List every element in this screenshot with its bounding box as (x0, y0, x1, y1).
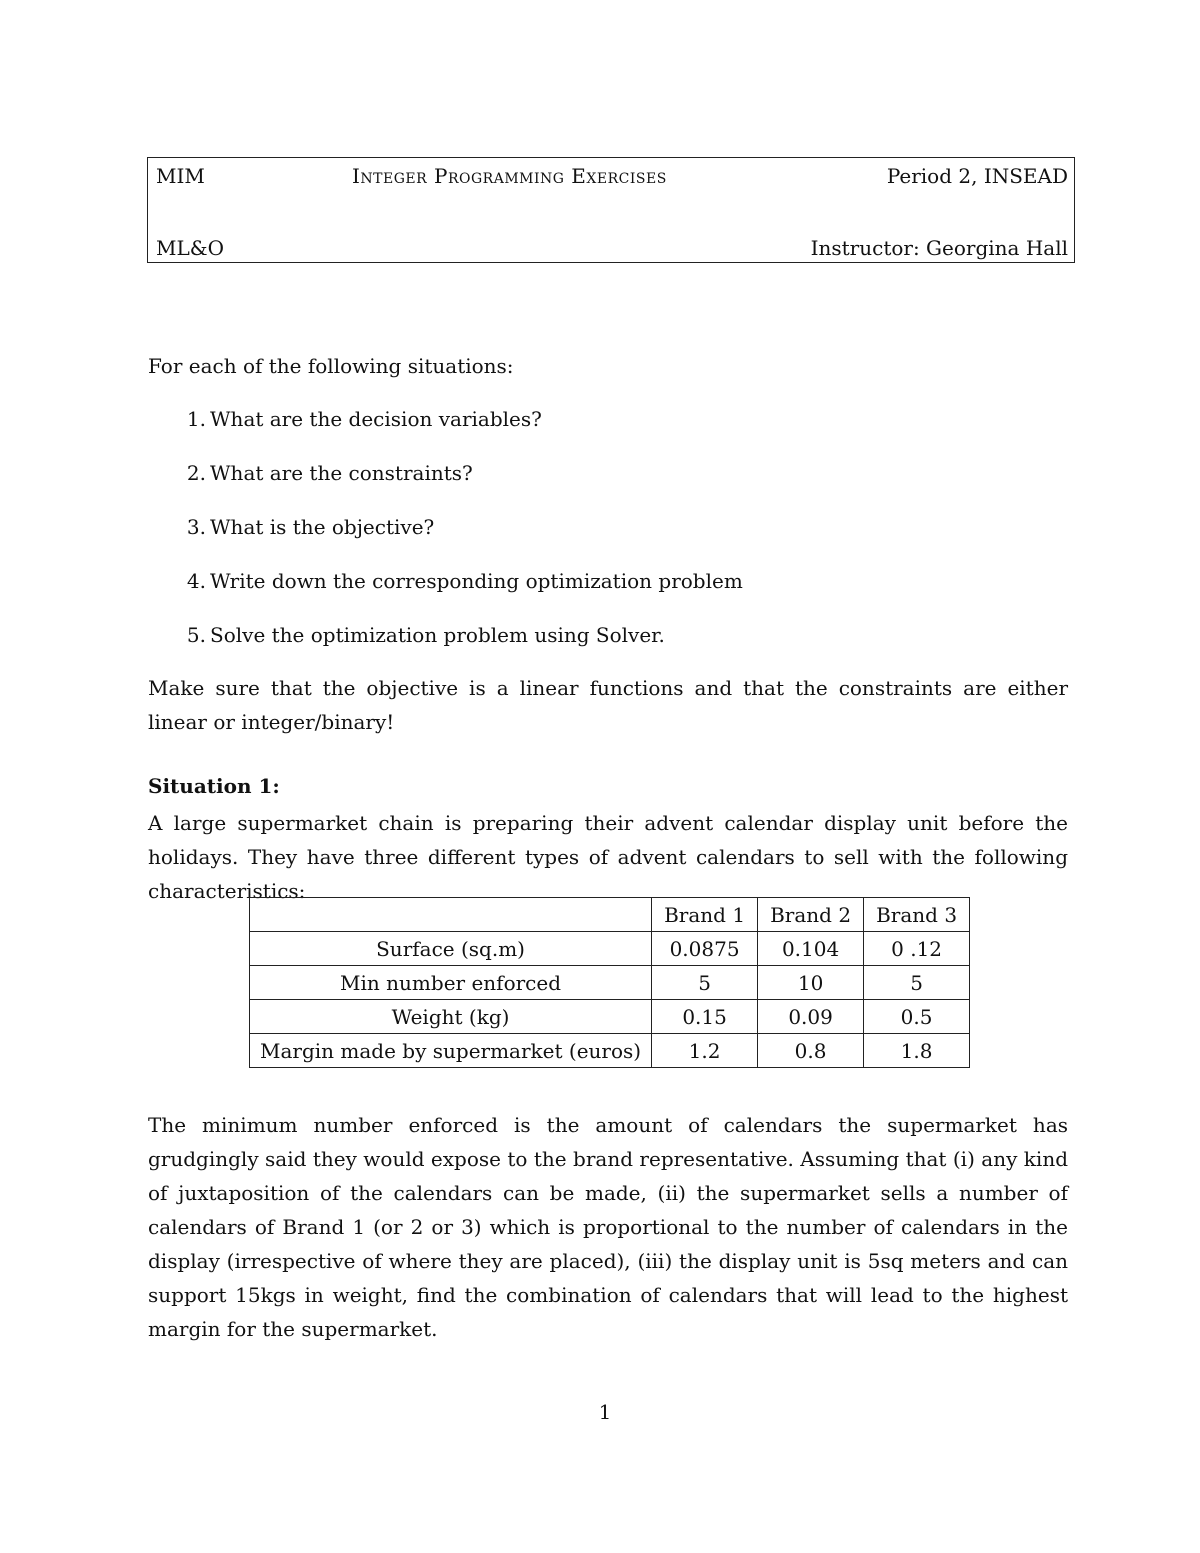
question-text: What are the constraints? (210, 461, 473, 485)
characteristics-table (249, 897, 970, 1068)
table-cell: 0.0875 (652, 932, 758, 966)
intro-text: For each of the following situations: (148, 354, 514, 378)
table-row (250, 1000, 970, 1034)
table-row (250, 966, 970, 1000)
table-header-row (250, 898, 970, 932)
list-item (148, 461, 1068, 515)
question-text: Solve the optimization problem using Solver. (210, 623, 665, 647)
table-row (250, 1034, 970, 1068)
question-number: 5. (186, 623, 206, 647)
situation-details: The minimum number enforced is the amount of calendars the supermarket has grudgingly said they would expose to the brand representative. Assuming that (i) any kind of juxtaposition of the calendars can be made, (ii) the supermarket sells a number of calendars of Brand 1 (or 2 or 3) which is proportional to the number of calendars in the display (irrespective of where they are placed), (iii) the display unit is 5sq meters and can support 15kgs in weight, find the combination of calendars that will lead to the highest margin for the supermarket. (148, 1113, 1068, 1341)
row-label: Surface (sq.m) (250, 932, 652, 966)
department-label: ML&O (156, 236, 224, 260)
question-list (148, 407, 1068, 677)
row-label: Weight (kg) (250, 1000, 652, 1034)
table-cell: 10 (758, 966, 864, 1000)
period-label: Period 2, INSEAD (886, 164, 1068, 188)
table-cell: 0.09 (758, 1000, 864, 1034)
question-number: 2. (186, 461, 206, 485)
situation-description: A large supermarket chain is preparing their advent calendar display unit before the holidays. They have three different types of advent calendars to sell with the following characteristics: (148, 811, 1068, 903)
course-code: MIM (156, 164, 205, 188)
row-label: Margin made by supermarket (euros) (250, 1034, 652, 1068)
column-header: Brand 3 (864, 898, 970, 932)
question-text: Write down the corresponding optimization problem (210, 569, 743, 593)
page-number: 1 (598, 1400, 612, 1424)
document-title: Integer Programming Exercises (352, 164, 667, 188)
table-corner-cell (250, 898, 652, 932)
question-number: 3. (186, 515, 206, 539)
column-header: Brand 2 (758, 898, 864, 932)
table-cell: 1.8 (864, 1034, 970, 1068)
table-cell: 0.5 (864, 1000, 970, 1034)
list-item (148, 569, 1068, 623)
question-text: What is the objective? (210, 515, 435, 539)
list-item (148, 623, 1068, 677)
table-cell: 0 .12 (864, 932, 970, 966)
question-text: What are the decision variables? (210, 407, 542, 431)
question-number: 1. (186, 407, 206, 431)
table-cell: 0.104 (758, 932, 864, 966)
list-item (148, 407, 1068, 461)
table-cell: 1.2 (652, 1034, 758, 1068)
table-cell: 0.15 (652, 1000, 758, 1034)
table-row (250, 932, 970, 966)
question-number: 4. (186, 569, 206, 593)
row-label: Min number enforced (250, 966, 652, 1000)
column-header: Brand 1 (652, 898, 758, 932)
table-cell: 0.8 (758, 1034, 864, 1068)
table-cell: 5 (652, 966, 758, 1000)
list-item (148, 515, 1068, 569)
table-cell: 5 (864, 966, 970, 1000)
instruction-note: Make sure that the objective is a linear functions and that the constraints are either linear or integer/binary! (148, 676, 1068, 734)
instructor-label: Instructor: Georgina Hall (810, 236, 1068, 260)
header-box (147, 157, 1075, 263)
situation-heading: Situation 1: (148, 774, 280, 798)
